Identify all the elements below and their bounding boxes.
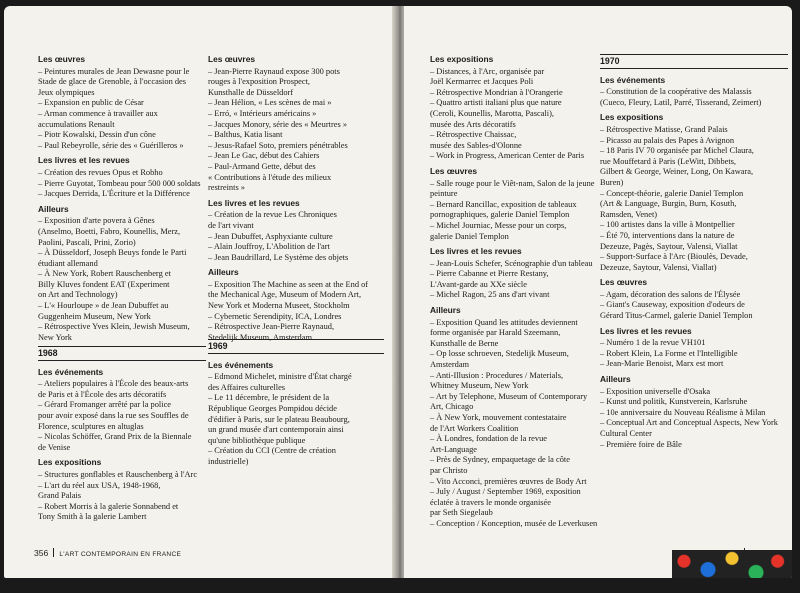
chronology-entry-line: – Jesus-Rafael Soto, premiers pénétrables xyxy=(208,140,348,150)
chronology-entry-line: Dezeuze, Pagès, Saytour, Valensi, Viallat xyxy=(600,241,738,251)
chronology-entry-line: – Bernard Rancillac, exposition de tableaux xyxy=(430,199,577,209)
chronology-entry-line: – Kunst und politik, Kunstverein, Karlsruhe xyxy=(600,397,748,407)
chronology-entry-line: – Nicolas Schöffer, Grand Prix de la Biennale xyxy=(38,432,192,442)
chronology-entry-line: – Conceptual Art and Conceptual Aspects, New York xyxy=(600,418,778,428)
chronology-entry-line: – Rétrospective Jean-Pierre Raynaud, xyxy=(208,322,335,332)
year-heading: 1970 xyxy=(600,54,788,69)
year-heading: 1969 xyxy=(208,339,384,354)
chronology-entry-line: – Jacques Monory, série des « Meurtres » xyxy=(208,119,348,129)
chronology-entry-line: – Jacques Derrida, L'Écriture et la Différence xyxy=(38,189,190,199)
chronology-entry-line: – Pierre Cabanne et Pierre Restany, xyxy=(430,269,549,279)
chronology-entry-line: – Exposition d'arte povera à Gênes xyxy=(38,216,155,226)
chronology-entry-line: – Michel Ragon, 25 ans d'art vivant xyxy=(430,290,550,300)
chronology-entry-line: – Jean Le Gac, début des Cahiers xyxy=(208,151,320,161)
section-title: Les livres et les revues xyxy=(208,197,300,208)
chronology-entry-line: par Christo xyxy=(430,465,468,475)
chronology-entry-line: New York et Moderna Museet, Stockholm xyxy=(208,301,350,311)
chronology-entry-line: – Vito Acconci, premières œuvres de Body Art xyxy=(430,476,587,486)
chronology-entry-line: – L'art du réel aux USA, 1948-1968, xyxy=(38,480,161,490)
chronology-entry-line: – Constitution de la coopérative des Malassis xyxy=(600,87,752,97)
chronology-entry-line: – Arman commence à travailler aux xyxy=(38,108,158,118)
chronology-entry-line: – Création des revues Opus et Robho xyxy=(38,167,163,177)
chronology-entry-line: – Paul Rebeyrolle, série des « Guérilleros » xyxy=(38,140,184,150)
chronology-entry-line: Jeux olympiques xyxy=(38,87,95,97)
chronology-entry-line: (Anselmo, Boetti, Fabro, Kounellis, Merz, xyxy=(38,226,181,236)
chronology-entry-line: – Près de Sydney, empaquetage de la côte xyxy=(430,455,570,465)
section-title: Les expositions xyxy=(38,457,102,468)
chronology-entry-line: – Conception / Konception, musée de Leverkusen xyxy=(430,518,598,528)
chronology-entry-line: – Jean Hélion, « Les scènes de mai » xyxy=(208,98,332,108)
chronology-entry-line: peinture xyxy=(430,189,458,199)
chronology-entry-line: – Rétrospective Yves Klein, Jewish Museum, xyxy=(38,322,190,332)
year-heading: 1968 xyxy=(38,346,206,361)
chronology-entry-line: éclatée à travers le monde organisée xyxy=(430,497,551,507)
chronology-entry-line: the Mechanical Age, Museum of Modern Art, xyxy=(208,290,362,300)
chronology-entry-line: pour avoir exposé dans la rue ses Souffles de xyxy=(38,410,189,420)
chronology-entry-line: de Venise xyxy=(38,442,71,452)
chronology-entry-line: – Rétrospective Matisse, Grand Palais xyxy=(600,124,728,134)
chronology-entry-line: – Numéro 1 de la revue VH101 xyxy=(600,338,706,348)
chronology-entry-line: – Peintures murales de Jean Dewasne pour le xyxy=(38,66,190,76)
chronology-entry-line: – Gérard Fromanger arrêté par la police xyxy=(38,400,172,410)
column-4-1970 xyxy=(600,54,788,450)
column-3 xyxy=(430,54,610,530)
cover-edge-decoration xyxy=(672,550,792,578)
section-title: Les œuvres xyxy=(430,165,478,176)
chronology-entry-line: – Été 70, interventions dans la nature de xyxy=(600,230,735,240)
section-title: Les livres et les revues xyxy=(600,325,692,336)
chronology-entry-line: – Jean Baudrillard, Le Système des objets xyxy=(208,252,349,262)
chronology-entry-line: – Exposition Quand les attitudes deviennent xyxy=(430,317,578,327)
chronology-entry-line: Guggenheim Museum, New York xyxy=(38,311,151,321)
chronology-entry-line: – Michel Journiac, Messe pour un corps, xyxy=(430,220,567,230)
chronology-entry-line: – Agam, décoration des salons de l'Élysée xyxy=(600,289,741,299)
chronology-entry-line: – 100 artistes dans la ville à Montpellier xyxy=(600,220,735,230)
chronology-entry-line: Whitney Museum, New York xyxy=(430,381,529,391)
chronology-entry-line: – L'« Hourloupe » de Jean Dubuffet au xyxy=(38,301,169,311)
chronology-entry-line: – Work in Progress, American Center de Paris xyxy=(430,151,585,161)
chronology-entry-line: – À Londres, fondation de la revue xyxy=(430,434,547,444)
chronology-entry-line: Gilbert & George, Weiner, Long, On Kawara, xyxy=(600,167,754,177)
chronology-entry-line: Kunsthalle de Düsseldorf xyxy=(208,87,294,97)
chronology-entry-line: – Pierre Guyotat, Tombeau pour 500 000 soldats xyxy=(38,178,201,188)
chronology-entry-line: rue Mouffetard à Paris (LeWitt, Dibbets, xyxy=(600,156,737,166)
chronology-entry-line: accumulations Renault xyxy=(38,119,115,129)
chronology-entry-line: – Rétrospective Mondrian à l'Orangerie xyxy=(430,87,563,97)
chronology-entry-line: République Georges Pompidou décide xyxy=(208,403,337,413)
chronology-entry-line: Florence, sculptures en altuglas xyxy=(38,421,144,431)
chronology-entry-line: – Erró, « Intérieurs américains » xyxy=(208,108,317,118)
chronology-entry-line: – Concept-théorie, galerie Daniel Templon xyxy=(600,188,744,198)
chronology-entry-line: (Cueco, Fleury, Latil, Parré, Tisserand, Zeimert) xyxy=(600,97,762,107)
chronology-entry-line: – Paul-Armand Gette, début des xyxy=(208,161,316,171)
chronology-entry-line: – Edmond Michelet, ministre d'État chargé xyxy=(208,372,352,382)
chronology-entry-line: – À Düsseldorf, Joseph Beuys fonde le Parti xyxy=(38,248,187,258)
section-title: Les œuvres xyxy=(38,54,86,64)
chronology-entry-line: Art, Chicago xyxy=(430,402,474,412)
chronology-entry-line: – Distances, à l'Arc, organisée par xyxy=(430,66,545,76)
chronology-entry-line: des Affaires culturelles xyxy=(208,382,286,392)
chronology-entry-line: – À New York, mouvement contestataire xyxy=(430,413,567,422)
chronology-entry-line: galerie Daniel Templon xyxy=(430,231,509,241)
chronology-entry-line: Amsterdam xyxy=(430,360,470,370)
chronology-entry-line: – Picasso au palais des Papes à Avignon xyxy=(600,135,735,145)
section-title: Ailleurs xyxy=(430,305,461,316)
section-title: Les livres et les revues xyxy=(38,155,130,166)
chronology-entry-line: – Jean-Marie Benoist, Marx est mort xyxy=(600,359,724,369)
section-title: Ailleurs xyxy=(600,374,631,385)
chronology-entry-line: – Première foire de Bâle xyxy=(600,439,682,449)
chronology-entry-line: qu'une bibliothèque publique xyxy=(208,435,306,445)
chronology-entry-line: industrielle) xyxy=(208,456,249,466)
chronology-entry-line: Art-Language xyxy=(430,444,477,454)
chronology-entry-line: de l'art vivant xyxy=(208,220,254,230)
chronology-entry-line: – Art by Telephone, Museum of Contemporary xyxy=(430,391,588,401)
chronology-entry-line: – Exposition universelle d'Osaka xyxy=(600,386,711,396)
chronology-entry-line: Buren) xyxy=(600,177,624,187)
chronology-entry-line: – July / August / September 1969, exposition xyxy=(430,487,581,497)
chronology-entry-line: pornographiques, galerie Daniel Templon xyxy=(430,210,570,220)
chronology-entry-line: rouges à l'exposition Prospect, xyxy=(208,77,310,87)
chronology-entry-line: – Rétrospective Chaissac, xyxy=(430,130,517,140)
chronology-entry-line: (Ceroli, Kounellis, Marotta, Pascali), xyxy=(430,108,554,118)
section-title: Ailleurs xyxy=(38,203,69,214)
chronology-entry-line: Billy Kluves fondent EAT (Experiment xyxy=(38,279,170,289)
section-title: Les événements xyxy=(38,366,104,377)
chronology-entry-line: – Robert Morris à la galerie Sonnabend et xyxy=(38,501,179,511)
chronology-entry-line: – Robert Klein, La Forme et l'Intelligible xyxy=(600,348,738,358)
chronology-entry-line: – Jean-Louis Schefer, Scénographie d'un tableau xyxy=(430,258,593,268)
chronology-entry-line: Grand Palais xyxy=(38,491,82,501)
chronology-entry-line: – Quattro artisti italiani plus que nature xyxy=(430,98,562,108)
chronology-entry-line: musée des Arts décoratifs xyxy=(430,119,516,129)
chronology-entry-line: – Jean Dubuffet, Asphyxiante culture xyxy=(208,231,333,241)
chronology-entry-line: Dezeuze, Saytour, Valensi, Viallat) xyxy=(600,262,717,272)
chronology-entry-line: New York xyxy=(38,332,72,342)
chronology-entry-line: – Ateliers populaires à l'École des beaux-arts xyxy=(38,379,189,389)
page-number: 356 xyxy=(34,548,49,558)
section-title: Les œuvres xyxy=(208,54,256,64)
chronology-entry-line: – Exposition The Machine as seen at the End of xyxy=(208,279,369,289)
section-title: Les expositions xyxy=(600,112,664,123)
chronology-entry-line: – Création de la revue Les Chroniques xyxy=(208,210,337,220)
chronology-entry-line: – À New York, Robert Rauschenberg et xyxy=(38,269,171,279)
chronology-entry-line: – Giant's Causeway, exposition d'odeurs de xyxy=(600,300,745,310)
chronology-entry-line: – Anti-Illusion : Procedures / Materials, xyxy=(430,370,564,380)
chronology-entry-line: – Structures gonflables et Rauschenberg à l'Arc xyxy=(38,469,198,479)
chronology-entry-line: – Cybernetic Serendipity, ICA, Londres xyxy=(208,311,342,321)
chronology-entry-line: – Piotr Kowalski, Dessin d'un cône xyxy=(38,130,156,140)
chronology-entry-line: – Alain Jouffroy, L'Abolition de l'art xyxy=(208,242,330,252)
column-1-1968 xyxy=(38,346,206,523)
chronology-entry-line: – Jean-Pierre Raynaud expose 300 pots xyxy=(208,66,340,76)
section-title: Ailleurs xyxy=(208,267,239,278)
chronology-entry-line: un grand musée d'art contemporain ainsi xyxy=(208,425,344,435)
column-2 xyxy=(208,54,384,343)
chronology-entry-line: – 18 Paris IV 70 organisée par Michel Claura, xyxy=(600,146,754,156)
chronology-entry-line: – 10e anniversaire du Nouveau Réalisme à Milan xyxy=(600,407,766,417)
left-page xyxy=(4,6,396,578)
section-title: Les livres et les revues xyxy=(430,246,522,257)
right-page xyxy=(404,6,792,578)
chronology-entry-line: – Support-Surface à l'Arc (Bioulès, Devade, xyxy=(600,252,748,262)
section-title: Les œuvres xyxy=(600,277,648,288)
chronology-entry-line: Kunsthalle de Berne xyxy=(430,338,499,348)
chronology-entry-line: de l'Art Workers Coalition xyxy=(430,423,519,433)
chronology-entry-line: – Balthus, Katia lisant xyxy=(208,130,283,140)
chronology-entry-line: restreints » xyxy=(208,183,245,193)
chronology-entry-line: Tony Smith à la galerie Lambert xyxy=(38,512,147,522)
chronology-entry-line: « Contributions à l'étude des milieux xyxy=(208,172,332,182)
chronology-entry-line: forme organisée par Harald Szeemann, xyxy=(430,328,561,338)
chronology-entry-line: musée des Sables-d'Olonne xyxy=(430,140,522,150)
chronology-entry-line: Ramsden, Venet) xyxy=(600,209,658,219)
section-title: Les expositions xyxy=(430,54,494,64)
chronology-entry-line: on Art and Technology) xyxy=(38,290,118,300)
column-2-1969 xyxy=(208,339,384,468)
chronology-entry-line: Stedelijk Museum, Amsterdam xyxy=(208,332,312,342)
chronology-entry-line: de Paris et à l'École des arts décoratifs xyxy=(38,389,167,399)
chronology-entry-line: – Le 11 décembre, le président de la xyxy=(208,393,330,403)
chronology-entry-line: – Création du CCI (Centre de création xyxy=(208,446,336,456)
chronology-entry-line: – Salle rouge pour le Viêt-nam, Salon de la jeune xyxy=(430,178,595,188)
chronology-entry-line: Paolini, Pascali, Prini, Zorio) xyxy=(38,237,136,247)
chronology-entry-line: – Expansion en public de César xyxy=(38,98,144,108)
left-folio xyxy=(34,548,181,558)
chronology-entry-line: par Seth Siegelaub xyxy=(430,508,493,518)
section-title: Les événements xyxy=(600,74,666,85)
section-title: Les événements xyxy=(208,359,274,370)
running-head: L'ART CONTEMPORAIN EN FRANCE xyxy=(59,551,182,558)
chronology-entry-line: étudiant allemand xyxy=(38,258,98,268)
chronology-entry-line: (Art & Language, Burgin, Burn, Kosuth, xyxy=(600,199,737,209)
chronology-entry-line: Gérard Titus-Carmel, galerie Daniel Templon xyxy=(600,311,753,321)
chronology-entry-line: L'Avant-garde au XXe siècle xyxy=(430,279,527,289)
column-1 xyxy=(38,54,206,343)
chronology-entry-line: Cultural Center xyxy=(600,429,652,438)
chronology-entry-line: d'édifier à Paris, sur le plateau Beaubourg, xyxy=(208,414,350,424)
chronology-entry-line: Joël Kermarrec et Jacques Poli xyxy=(430,77,534,87)
chronology-entry-line: – Op losse schroeven, Stedelijk Museum, xyxy=(430,349,569,359)
chronology-entry-line: Stade de glace de Grenoble, à l'occasion des xyxy=(38,77,187,87)
